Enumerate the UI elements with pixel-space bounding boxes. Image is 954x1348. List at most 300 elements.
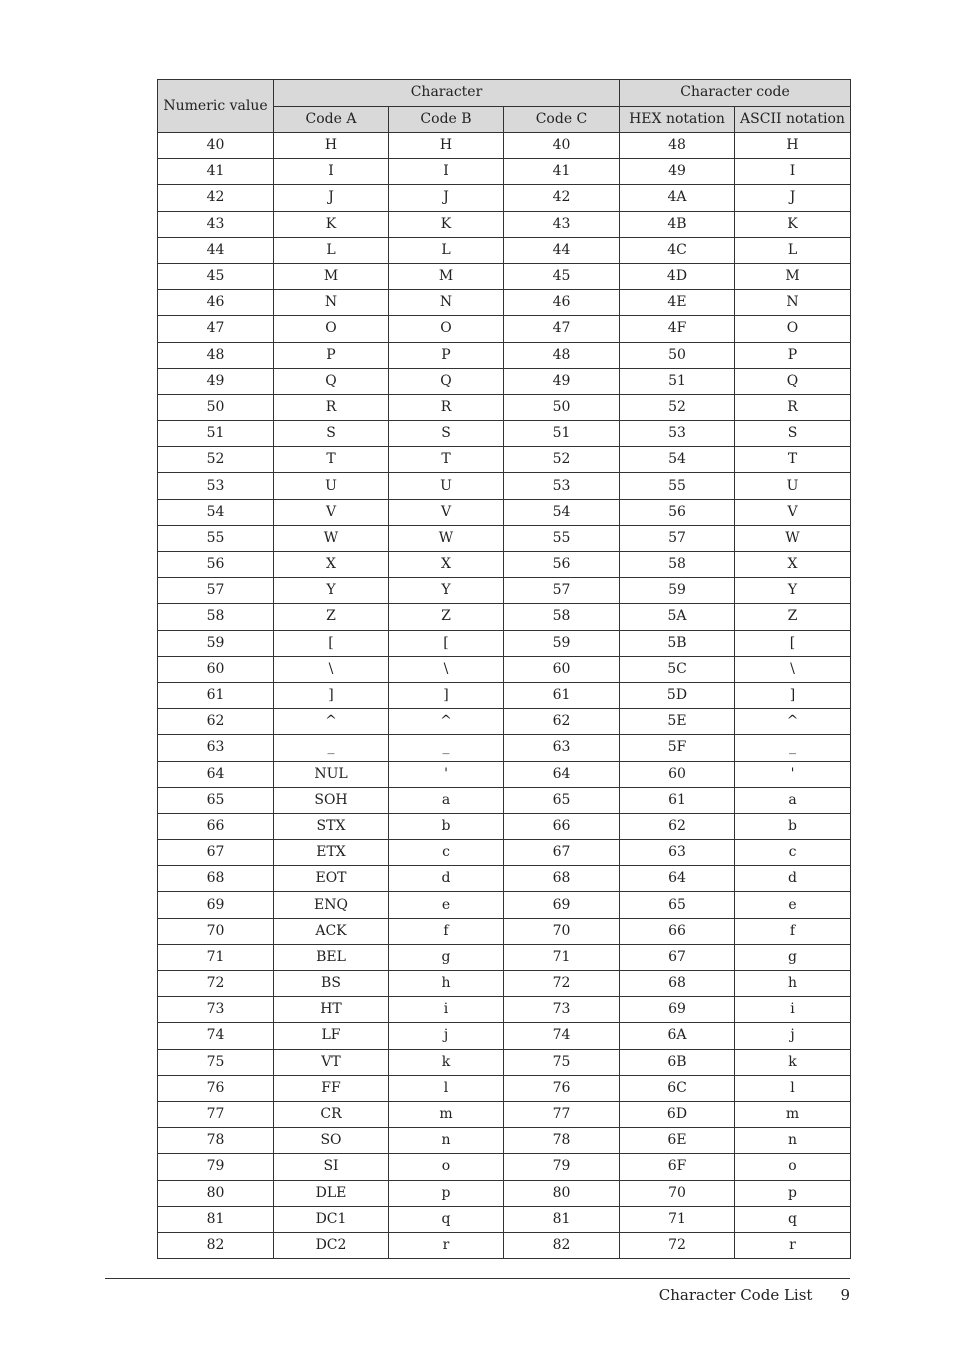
cell-code-a: CR [274, 1101, 389, 1127]
cell-code-a: DC1 [274, 1206, 389, 1232]
cell-code-a: I [274, 159, 389, 185]
cell-code-c: 51 [504, 421, 620, 447]
cell-code-a: ] [274, 682, 389, 708]
cell-code-a: EOT [274, 866, 389, 892]
cell-code-a: SI [274, 1154, 389, 1180]
cell-code-b: U [389, 473, 504, 499]
cell-hex: 4E [620, 290, 735, 316]
table-row [158, 1101, 851, 1127]
cell-hex: 58 [620, 552, 735, 578]
cell-numeric-value: 55 [158, 525, 274, 551]
cell-code-b: i [389, 997, 504, 1023]
cell-code-b: o [389, 1154, 504, 1180]
table-row [158, 1023, 851, 1049]
cell-ascii: \ [735, 656, 851, 682]
cell-hex: 61 [620, 787, 735, 813]
cell-hex: 5C [620, 656, 735, 682]
cell-code-c: 79 [504, 1154, 620, 1180]
cell-ascii: [ [735, 630, 851, 656]
cell-code-c: 45 [504, 263, 620, 289]
cell-code-c: 58 [504, 604, 620, 630]
cell-numeric-value: 45 [158, 263, 274, 289]
cell-code-c: 77 [504, 1101, 620, 1127]
cell-numeric-value: 57 [158, 578, 274, 604]
cell-code-c: 55 [504, 525, 620, 551]
cell-code-b: [ [389, 630, 504, 656]
cell-ascii: ^ [735, 709, 851, 735]
cell-code-b: _ [389, 735, 504, 761]
cell-ascii: K [735, 211, 851, 237]
header-numeric-value: Numeric value [158, 80, 274, 133]
cell-numeric-value: 56 [158, 552, 274, 578]
cell-hex: 6F [620, 1154, 735, 1180]
cell-ascii: c [735, 840, 851, 866]
cell-code-a: SOH [274, 787, 389, 813]
cell-hex: 49 [620, 159, 735, 185]
cell-code-c: 69 [504, 892, 620, 918]
cell-ascii: o [735, 1154, 851, 1180]
table-row [158, 447, 851, 473]
cell-code-a: SO [274, 1128, 389, 1154]
table-row [158, 1232, 851, 1258]
cell-numeric-value: 44 [158, 237, 274, 263]
cell-hex: 5D [620, 682, 735, 708]
cell-code-c: 60 [504, 656, 620, 682]
cell-numeric-value: 73 [158, 997, 274, 1023]
cell-code-a: _ [274, 735, 389, 761]
page-footer [659, 1286, 850, 1304]
cell-hex: 59 [620, 578, 735, 604]
cell-code-c: 73 [504, 997, 620, 1023]
table-row [158, 918, 851, 944]
cell-numeric-value: 81 [158, 1206, 274, 1232]
cell-code-c: 57 [504, 578, 620, 604]
cell-ascii: a [735, 787, 851, 813]
cell-ascii: H [735, 133, 851, 159]
table-row [158, 211, 851, 237]
cell-code-c: 56 [504, 552, 620, 578]
table-row [158, 997, 851, 1023]
cell-ascii: b [735, 813, 851, 839]
table-row [158, 421, 851, 447]
cell-code-c: 74 [504, 1023, 620, 1049]
table-row [158, 290, 851, 316]
cell-code-b: T [389, 447, 504, 473]
cell-code-b: f [389, 918, 504, 944]
cell-hex: 72 [620, 1232, 735, 1258]
header-code-b: Code B [389, 106, 504, 133]
cell-numeric-value: 52 [158, 447, 274, 473]
cell-hex: 70 [620, 1180, 735, 1206]
cell-code-c: 64 [504, 761, 620, 787]
cell-numeric-value: 60 [158, 656, 274, 682]
header-row-top [158, 80, 851, 107]
cell-code-c: 66 [504, 813, 620, 839]
cell-ascii: d [735, 866, 851, 892]
cell-numeric-value: 42 [158, 185, 274, 211]
cell-ascii: L [735, 237, 851, 263]
cell-code-b: b [389, 813, 504, 839]
cell-code-a: U [274, 473, 389, 499]
cell-code-b: j [389, 1023, 504, 1049]
cell-code-b: h [389, 971, 504, 997]
cell-ascii: p [735, 1180, 851, 1206]
cell-hex: 5A [620, 604, 735, 630]
table-row [158, 1128, 851, 1154]
table-row [158, 499, 851, 525]
cell-code-b: e [389, 892, 504, 918]
cell-code-b: l [389, 1075, 504, 1101]
cell-code-b: P [389, 342, 504, 368]
cell-code-a: W [274, 525, 389, 551]
cell-numeric-value: 74 [158, 1023, 274, 1049]
cell-hex: 6E [620, 1128, 735, 1154]
cell-ascii: P [735, 342, 851, 368]
header-hex: HEX notation [620, 106, 735, 133]
cell-code-a: BEL [274, 944, 389, 970]
table-row [158, 133, 851, 159]
cell-hex: 4D [620, 263, 735, 289]
cell-hex: 6B [620, 1049, 735, 1075]
cell-hex: 68 [620, 971, 735, 997]
cell-code-b: R [389, 394, 504, 420]
cell-code-b: g [389, 944, 504, 970]
cell-hex: 6D [620, 1101, 735, 1127]
cell-ascii: _ [735, 735, 851, 761]
cell-ascii: j [735, 1023, 851, 1049]
cell-numeric-value: 63 [158, 735, 274, 761]
cell-code-b: ^ [389, 709, 504, 735]
cell-ascii: m [735, 1101, 851, 1127]
header-character-code: Character code [620, 80, 851, 107]
cell-hex: 53 [620, 421, 735, 447]
cell-code-b: S [389, 421, 504, 447]
cell-numeric-value: 40 [158, 133, 274, 159]
cell-numeric-value: 61 [158, 682, 274, 708]
cell-code-a: DC2 [274, 1232, 389, 1258]
cell-numeric-value: 62 [158, 709, 274, 735]
cell-code-c: 80 [504, 1180, 620, 1206]
cell-code-b: ' [389, 761, 504, 787]
table-row [158, 342, 851, 368]
cell-hex: 4C [620, 237, 735, 263]
cell-numeric-value: 72 [158, 971, 274, 997]
header-code-a: Code A [274, 106, 389, 133]
cell-code-b: N [389, 290, 504, 316]
cell-numeric-value: 79 [158, 1154, 274, 1180]
cell-hex: 56 [620, 499, 735, 525]
cell-code-a: ENQ [274, 892, 389, 918]
cell-code-c: 52 [504, 447, 620, 473]
cell-code-a: STX [274, 813, 389, 839]
table-row [158, 473, 851, 499]
cell-ascii: e [735, 892, 851, 918]
table-row [158, 1154, 851, 1180]
table-row [158, 604, 851, 630]
cell-code-a: R [274, 394, 389, 420]
cell-code-b: r [389, 1232, 504, 1258]
cell-code-c: 48 [504, 342, 620, 368]
cell-code-a: L [274, 237, 389, 263]
cell-numeric-value: 47 [158, 316, 274, 342]
cell-numeric-value: 51 [158, 421, 274, 447]
cell-code-b: M [389, 263, 504, 289]
cell-hex: 5E [620, 709, 735, 735]
cell-numeric-value: 43 [158, 211, 274, 237]
cell-hex: 6A [620, 1023, 735, 1049]
header-ascii: ASCII notation [735, 106, 851, 133]
cell-ascii: Q [735, 368, 851, 394]
cell-hex: 71 [620, 1206, 735, 1232]
cell-ascii: W [735, 525, 851, 551]
cell-code-b: O [389, 316, 504, 342]
cell-numeric-value: 76 [158, 1075, 274, 1101]
table-body [158, 133, 851, 1259]
table-row [158, 656, 851, 682]
cell-ascii: N [735, 290, 851, 316]
table-row [158, 237, 851, 263]
cell-code-b: n [389, 1128, 504, 1154]
cell-code-a: J [274, 185, 389, 211]
table-row [158, 578, 851, 604]
cell-code-c: 81 [504, 1206, 620, 1232]
character-code-table [157, 79, 851, 1259]
cell-numeric-value: 65 [158, 787, 274, 813]
table-row [158, 840, 851, 866]
cell-numeric-value: 78 [158, 1128, 274, 1154]
cell-code-c: 61 [504, 682, 620, 708]
table-row [158, 709, 851, 735]
cell-ascii: V [735, 499, 851, 525]
cell-code-c: 53 [504, 473, 620, 499]
cell-ascii: O [735, 316, 851, 342]
cell-code-c: 82 [504, 1232, 620, 1258]
header-character: Character [274, 80, 620, 107]
cell-code-b: p [389, 1180, 504, 1206]
header-code-c: Code C [504, 106, 620, 133]
cell-code-c: 70 [504, 918, 620, 944]
cell-code-c: 78 [504, 1128, 620, 1154]
cell-hex: 52 [620, 394, 735, 420]
cell-code-b: q [389, 1206, 504, 1232]
cell-code-a: H [274, 133, 389, 159]
cell-code-a: Z [274, 604, 389, 630]
cell-code-a: ^ [274, 709, 389, 735]
cell-ascii: f [735, 918, 851, 944]
table-row [158, 682, 851, 708]
cell-hex: 62 [620, 813, 735, 839]
cell-code-c: 49 [504, 368, 620, 394]
cell-code-b: c [389, 840, 504, 866]
page-number: 9 [840, 1286, 850, 1304]
cell-code-a: ACK [274, 918, 389, 944]
table-header [158, 80, 851, 133]
table-row [158, 761, 851, 787]
table-row [158, 866, 851, 892]
cell-code-a: \ [274, 656, 389, 682]
table-row [158, 1075, 851, 1101]
cell-code-b: X [389, 552, 504, 578]
table-row [158, 525, 851, 551]
cell-hex: 65 [620, 892, 735, 918]
cell-code-b: W [389, 525, 504, 551]
table-row [158, 944, 851, 970]
cell-code-a: K [274, 211, 389, 237]
cell-code-b: Y [389, 578, 504, 604]
table-row [158, 185, 851, 211]
cell-code-a: HT [274, 997, 389, 1023]
cell-numeric-value: 41 [158, 159, 274, 185]
cell-ascii: i [735, 997, 851, 1023]
cell-numeric-value: 75 [158, 1049, 274, 1075]
table-row [158, 394, 851, 420]
cell-code-a: X [274, 552, 389, 578]
cell-code-a: DLE [274, 1180, 389, 1206]
cell-code-b: L [389, 237, 504, 263]
cell-hex: 64 [620, 866, 735, 892]
cell-code-c: 71 [504, 944, 620, 970]
cell-ascii: ] [735, 682, 851, 708]
cell-code-c: 46 [504, 290, 620, 316]
cell-code-b: H [389, 133, 504, 159]
cell-code-b: k [389, 1049, 504, 1075]
cell-code-c: 62 [504, 709, 620, 735]
cell-hex: 54 [620, 447, 735, 473]
cell-code-b: J [389, 185, 504, 211]
cell-numeric-value: 70 [158, 918, 274, 944]
table-row [158, 159, 851, 185]
cell-code-b: a [389, 787, 504, 813]
cell-numeric-value: 82 [158, 1232, 274, 1258]
cell-code-a: V [274, 499, 389, 525]
cell-numeric-value: 69 [158, 892, 274, 918]
cell-code-a: Q [274, 368, 389, 394]
cell-code-c: 59 [504, 630, 620, 656]
cell-code-a: Y [274, 578, 389, 604]
cell-ascii: q [735, 1206, 851, 1232]
cell-numeric-value: 48 [158, 342, 274, 368]
cell-hex: 48 [620, 133, 735, 159]
cell-ascii: T [735, 447, 851, 473]
cell-code-c: 76 [504, 1075, 620, 1101]
cell-ascii: ' [735, 761, 851, 787]
cell-code-b: V [389, 499, 504, 525]
cell-ascii: M [735, 263, 851, 289]
cell-code-b: \ [389, 656, 504, 682]
cell-ascii: I [735, 159, 851, 185]
cell-code-a: BS [274, 971, 389, 997]
cell-code-c: 42 [504, 185, 620, 211]
cell-code-b: m [389, 1101, 504, 1127]
table-row [158, 368, 851, 394]
cell-code-a: M [274, 263, 389, 289]
cell-numeric-value: 77 [158, 1101, 274, 1127]
table-row [158, 1180, 851, 1206]
cell-ascii: n [735, 1128, 851, 1154]
cell-ascii: r [735, 1232, 851, 1258]
cell-code-c: 67 [504, 840, 620, 866]
cell-code-c: 47 [504, 316, 620, 342]
cell-ascii: J [735, 185, 851, 211]
cell-numeric-value: 49 [158, 368, 274, 394]
cell-code-a: FF [274, 1075, 389, 1101]
cell-code-b: Q [389, 368, 504, 394]
footer-title: Character Code List [658, 1286, 813, 1304]
cell-numeric-value: 46 [158, 290, 274, 316]
cell-ascii: U [735, 473, 851, 499]
cell-ascii: l [735, 1075, 851, 1101]
cell-code-a: [ [274, 630, 389, 656]
cell-code-c: 75 [504, 1049, 620, 1075]
table-row [158, 735, 851, 761]
cell-code-a: T [274, 447, 389, 473]
cell-ascii: R [735, 394, 851, 420]
table-row [158, 630, 851, 656]
cell-numeric-value: 71 [158, 944, 274, 970]
cell-code-c: 68 [504, 866, 620, 892]
cell-numeric-value: 50 [158, 394, 274, 420]
cell-ascii: k [735, 1049, 851, 1075]
cell-hex: 69 [620, 997, 735, 1023]
cell-code-c: 63 [504, 735, 620, 761]
cell-numeric-value: 67 [158, 840, 274, 866]
cell-hex: 51 [620, 368, 735, 394]
cell-code-b: Z [389, 604, 504, 630]
cell-code-b: I [389, 159, 504, 185]
cell-hex: 5F [620, 735, 735, 761]
cell-hex: 63 [620, 840, 735, 866]
cell-code-a: ETX [274, 840, 389, 866]
table-row [158, 813, 851, 839]
table-row [158, 787, 851, 813]
cell-code-c: 54 [504, 499, 620, 525]
cell-code-c: 65 [504, 787, 620, 813]
cell-code-c: 40 [504, 133, 620, 159]
cell-code-a: O [274, 316, 389, 342]
table-row [158, 1049, 851, 1075]
footer-divider [105, 1278, 850, 1279]
cell-hex: 67 [620, 944, 735, 970]
cell-code-b: d [389, 866, 504, 892]
cell-ascii: Y [735, 578, 851, 604]
cell-ascii: Z [735, 604, 851, 630]
cell-code-b: K [389, 211, 504, 237]
cell-hex: 55 [620, 473, 735, 499]
cell-hex: 4A [620, 185, 735, 211]
cell-numeric-value: 58 [158, 604, 274, 630]
table-row [158, 971, 851, 997]
cell-numeric-value: 80 [158, 1180, 274, 1206]
cell-code-a: S [274, 421, 389, 447]
cell-ascii: X [735, 552, 851, 578]
cell-code-c: 50 [504, 394, 620, 420]
cell-ascii: S [735, 421, 851, 447]
cell-hex: 66 [620, 918, 735, 944]
table-row [158, 892, 851, 918]
cell-hex: 5B [620, 630, 735, 656]
table-row [158, 263, 851, 289]
cell-numeric-value: 53 [158, 473, 274, 499]
cell-code-c: 44 [504, 237, 620, 263]
cell-hex: 60 [620, 761, 735, 787]
cell-code-a: NUL [274, 761, 389, 787]
cell-hex: 4B [620, 211, 735, 237]
cell-hex: 57 [620, 525, 735, 551]
cell-code-a: N [274, 290, 389, 316]
cell-numeric-value: 64 [158, 761, 274, 787]
cell-hex: 6C [620, 1075, 735, 1101]
cell-ascii: h [735, 971, 851, 997]
